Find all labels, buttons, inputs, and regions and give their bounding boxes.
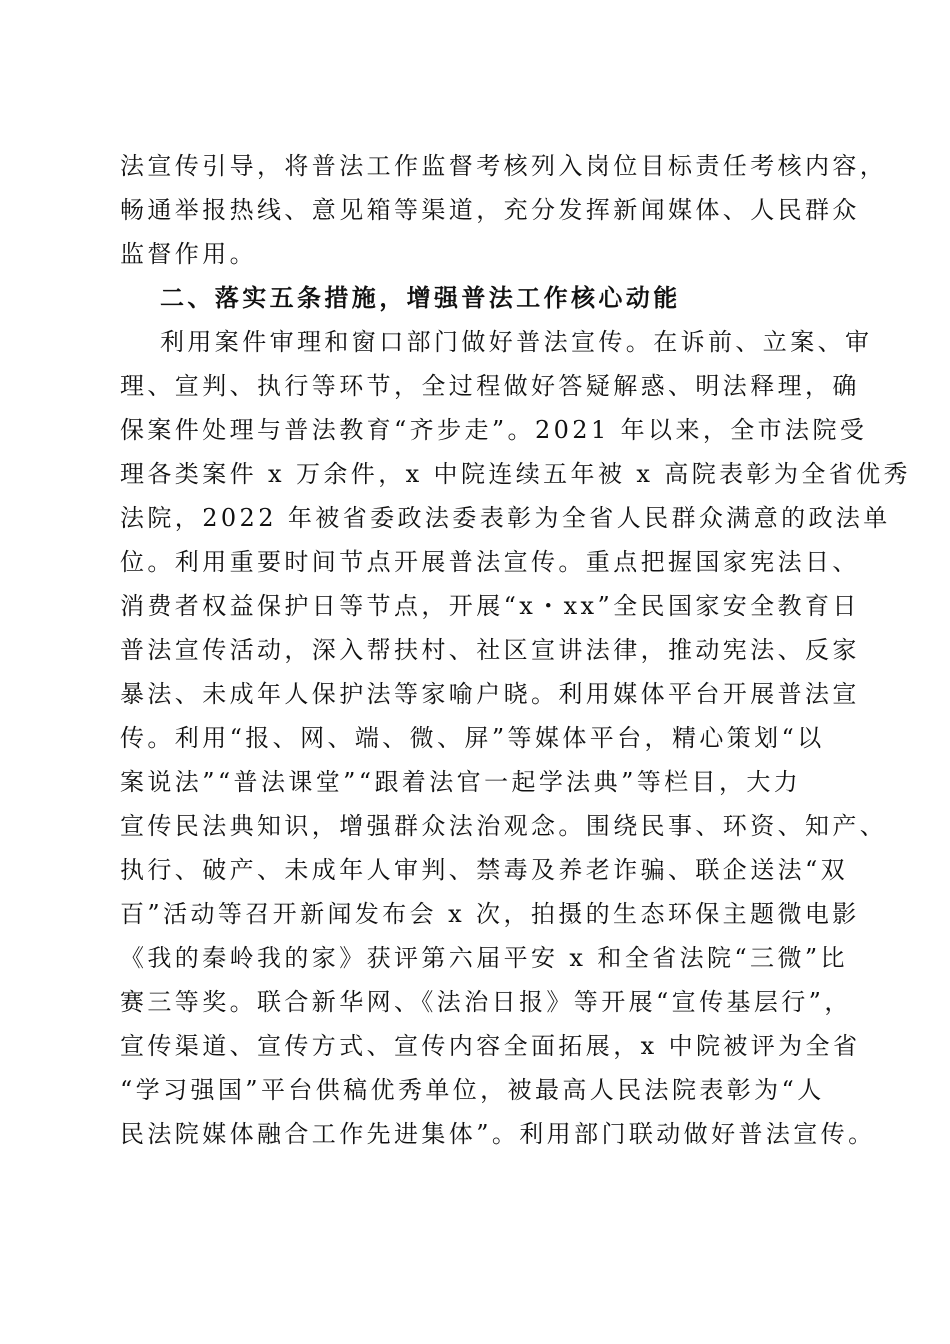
text-line: 普法宣传活动，深入帮扶村、社区宣讲法律，推动宪法、反家 <box>120 636 860 664</box>
text-line: 宣传渠道、宣传方式、宣传内容全面拓展，x 中院被评为全省 <box>120 1032 861 1060</box>
text-line: 赛三等奖。联合新华网、《法治日报》等开展“宣传基层行”， <box>120 988 852 1016</box>
text-line: 执行、破产、未成年人审判、禁毒及养老诈骗、联企送法“双 <box>120 856 849 884</box>
text-line: 保案件处理与普法教育“齐步走”。2021 年以来，全市法院受 <box>120 416 868 444</box>
text-line: 《我的秦岭我的家》获评第六届平安 x 和全省法院“三微”比 <box>120 944 848 972</box>
text-line: 位。利用重要时间节点开展普法宣传。重点把握国家宪法日、 <box>120 548 860 576</box>
text-line: 畅通举报热线、意见箱等渠道，充分发挥新闻媒体、人民群众 <box>120 196 860 224</box>
section-heading: 二、落实五条措施，增强普法工作核心动能 <box>160 284 681 312</box>
text-line: “学习强国”平台供稿优秀单位，被最高人民法院表彰为“人 <box>120 1076 825 1104</box>
text-line: 监督作用。 <box>120 240 257 268</box>
text-line: 消费者权益保护日等节点，开展“x・xx”全民国家安全教育日 <box>120 592 860 620</box>
text-line: 百”活动等召开新闻发布会 x 次，拍摄的生态环保主题微电影 <box>120 900 860 928</box>
text-line: 法院，2022 年被省委政法委表彰为全省人民群众满意的政法单 <box>120 504 891 532</box>
text-line: 案说法”“普法课堂”“跟着法官一起学法典”等栏目，大力 <box>120 768 802 796</box>
text-line: 民法院媒体融合工作先进集体”。利用部门联动做好普法宣传。 <box>120 1120 876 1148</box>
text-line: 法宣传引导，将普法工作监督考核列入岗位目标责任考核内容， <box>120 152 888 180</box>
text-line: 利用案件审理和窗口部门做好普法宣传。在诉前、立案、审 <box>160 328 873 356</box>
text-line: 理、宣判、执行等环节，全过程做好答疑解惑、明法释理，确 <box>120 372 860 400</box>
text-line: 理各类案件 x 万余件，x 中院连续五年被 x 高院表彰为全省优秀 <box>120 460 911 488</box>
text-line: 暴法、未成年人保护法等家喻户晓。利用媒体平台开展普法宣 <box>120 680 860 708</box>
text-line: 宣传民法典知识，增强群众法治观念。围绕民事、环资、知产、 <box>120 812 888 840</box>
text-line: 传。利用“报、网、端、微、屏”等媒体平台，精心策划“以 <box>120 724 825 752</box>
